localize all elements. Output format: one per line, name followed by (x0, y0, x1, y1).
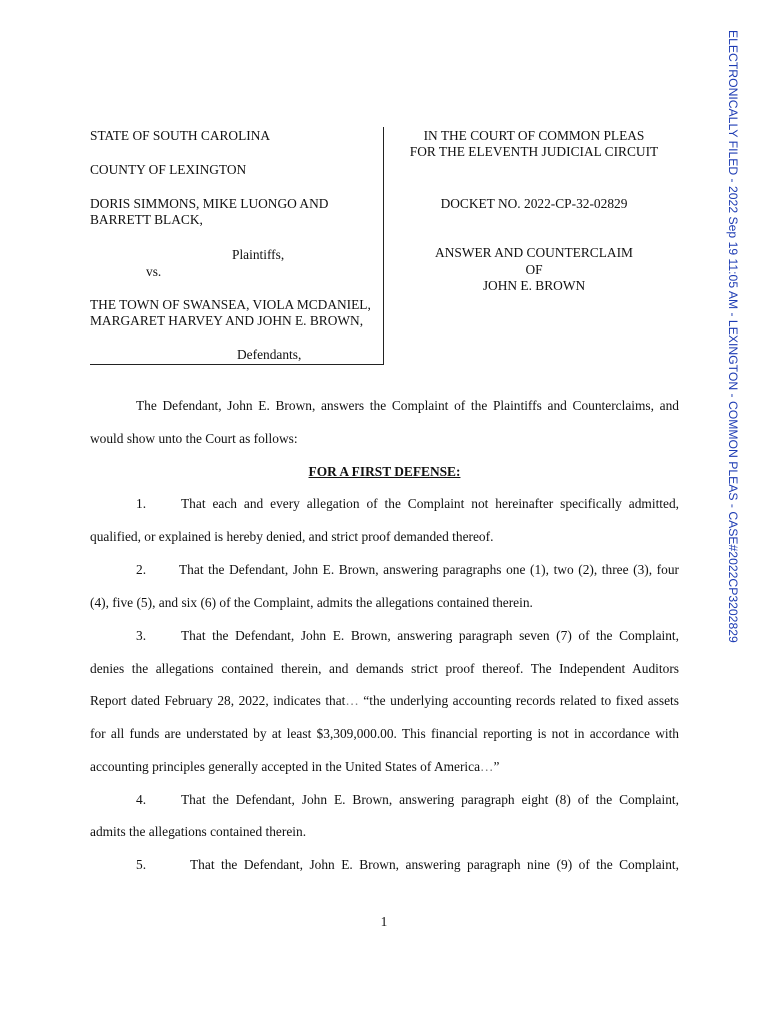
defendants-label: Defendants, (237, 347, 302, 362)
intro-line1: The Defendant, John E. Brown, answers the Complaint of the Plaintiffs and Counterclaims, and (136, 398, 679, 413)
paragraph-5-line1: That the Defendant, John E. Brown, answering paragraph nine (9) of the Complaint, (190, 857, 679, 872)
paragraph-2-number: 2. (136, 562, 147, 577)
document-title-line1: ANSWER AND COUNTERCLAIM (435, 245, 633, 260)
county-label: COUNTY OF LEXINGTON (90, 162, 247, 177)
paragraph-5-number: 5. (136, 857, 147, 872)
paragraph-4-line1: That the Defendant, John E. Brown, answering paragraph eight (8) of the Complaint, (181, 792, 679, 807)
intro-line2: would show unto the Court as follows: (90, 431, 298, 446)
plaintiffs-names-line1: DORIS SIMMONS, MIKE LUONGO AND (90, 196, 329, 211)
plaintiffs-label: Plaintiffs, (232, 247, 285, 262)
paragraph-1-number: 1. (136, 496, 147, 511)
plaintiffs-names-line2: BARRETT BLACK, (90, 212, 203, 227)
paragraph-1-line1: That each and every allegation of the Complaint not hereinafter specifically admitted, (181, 496, 679, 511)
paragraph-2-line2: (4), five (5), and six (6) of the Complaint, admits the allegations contained therein. (90, 595, 533, 610)
paragraph-4-line2: admits the allegations contained therein. (90, 824, 307, 839)
paragraph-1-line2: qualified, or explained is hereby denied, and strict proof demanded thereof. (90, 529, 494, 544)
document-title-line2: OF (525, 262, 543, 277)
paragraph-4-number: 4. (136, 792, 147, 807)
court-name-line2: FOR THE ELEVENTH JUDICIAL CIRCUIT (409, 144, 659, 159)
docket-number: DOCKET NO. 2022-CP-32-02829 (440, 196, 628, 211)
state-label: STATE OF SOUTH CAROLINA (90, 128, 271, 143)
defendants-names-line2: MARGARET HARVEY AND JOHN E. BROWN, (90, 313, 364, 328)
section-heading: FOR A FIRST DEFENSE: (308, 464, 461, 479)
paragraph-3-line5: accounting principles generally accepted in the United States of America…” (90, 759, 500, 774)
paragraph-3-line3: Report dated February 28, 2022, indicates that… “the underlying accounting records related to fixed assets (90, 693, 679, 708)
paragraph-3-number: 3. (136, 628, 147, 643)
versus-label: vs. (146, 264, 162, 279)
paragraph-2-line1: That the Defendant, John E. Brown, answering paragraphs one (1), two (2), three (3), four (179, 562, 679, 577)
caption-horizontal-rule (90, 364, 384, 365)
court-name-line1: IN THE COURT OF COMMON PLEAS (423, 128, 645, 143)
document-title-line3: JOHN E. BROWN (482, 278, 586, 293)
page-number: 1 (380, 914, 388, 929)
paragraph-3-line2: denies the allegations contained therein, and demands strict proof thereof. The Independent Auditors (90, 661, 679, 676)
defendants-names-line1: THE TOWN OF SWANSEA, VIOLA MCDANIEL, (90, 297, 371, 312)
filing-stamp: ELECTRONICALLY FILED - 2022 Sep 19 11:05 AM - LEXINGTON - COMMON PLEAS - CASE#2022CP3202829 (726, 30, 740, 643)
paragraph-3-line4: for all funds are understated by at least $3,309,000.00. This financial reporting is not in accordance with (90, 726, 679, 741)
paragraph-3-line1: That the Defendant, John E. Brown, answering paragraph seven (7) of the Complaint, (181, 628, 679, 643)
